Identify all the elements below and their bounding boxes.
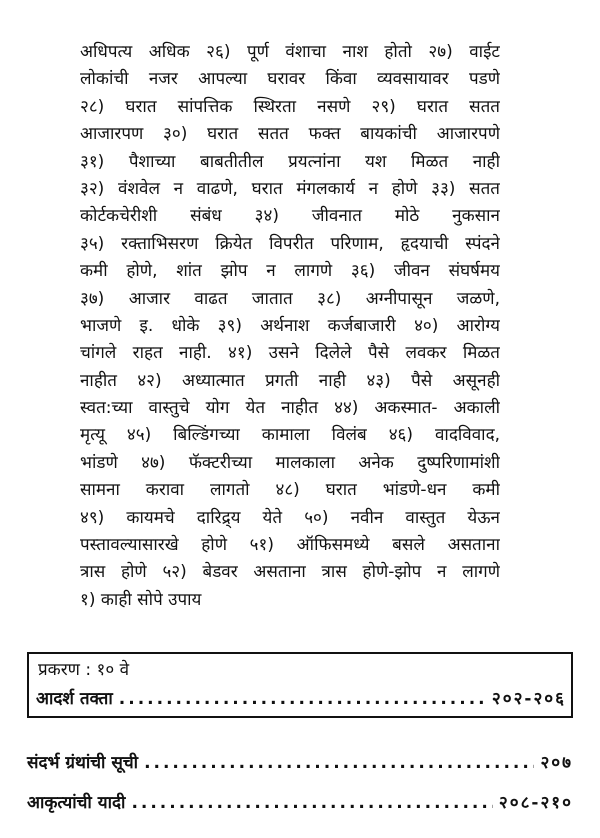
dot-leader (119, 686, 486, 712)
paragraph-line: १) काही सोपे उपाय (80, 589, 202, 610)
paragraph-block (80, 39, 500, 614)
toc-entry-figures (27, 790, 573, 816)
paragraph-line: सामना करावा लागतो ४८) घरात भांडणे-धन कमी (80, 480, 500, 501)
toc-entry-title: आदर्श तक्ता (36, 689, 113, 709)
toc-entry-title: आकृत्यांची यादी (27, 793, 126, 813)
paragraph-line: ३७) आजार वाढत जातात ३८) अग्नीपासून जळणे, (80, 288, 500, 309)
paragraph-line: कोर्टकचेरीशी संबंध ३४) जीवनात मोठे नुकसान (80, 206, 500, 227)
paragraph-line: आजारपण ३०) घरात सतत फक्त बायकांची आजारपणे (80, 124, 500, 145)
paragraph-line: पस्तावल्यासारखे होणे ५१) ऑफिसमध्ये बसले असताना (80, 535, 500, 556)
paragraph-line: अधिपत्य अधिक २६) पूर्ण वंशाचा नाश होतो २७) वाईट (80, 42, 500, 62)
paragraph-line: भांडणे ४७) फॅक्टरीच्या मालकाला अनेक दुष्परिणामांशी (80, 452, 500, 473)
paragraph-line: कमी होणे, शांत झोप न लागणे ३६) जीवन संघर्षमय (80, 261, 500, 282)
paragraph-line: लोकांची नजर आपल्या घरावर किंवा व्यवसायावर पडणे (80, 69, 500, 90)
dot-leader (144, 750, 534, 776)
paragraph-line: ४९) कायमचे दारिद्र्य येते ५०) नवीन वास्तुत येऊन (80, 507, 500, 528)
toc-entry-pages: २०२-२०६ (491, 689, 566, 709)
toc-entry-references (27, 750, 573, 776)
paragraph-line: त्रास होणे ५२) बेडवर असताना त्रास होणे-झोप न लागणे (80, 562, 500, 583)
toc-entry-chapter-10 (36, 686, 566, 712)
toc-entry-pages: २०८-२१० (498, 793, 573, 813)
paragraph-line: ३१) पैशाच्या बाबतीतील प्रयत्नांना यश मिळत नाही (80, 151, 500, 172)
toc-entry-pages: २०७ (540, 753, 573, 773)
paragraph-line: भाजणे इ. धोके ३९) अर्थनाश कर्जबाजारी ४०) आरोग्य (80, 315, 500, 336)
chapter-label: प्रकरण : १० वे (38, 660, 130, 680)
paragraph-line: ३५) रक्ताभिसरण क्रियेत विपरीत परिणाम, हृदयाची स्पंदने (80, 233, 500, 254)
paragraph-line: चांगले राहत नाही. ४१) उसने दिलेले पैसे लवकर मिळत (80, 343, 500, 364)
toc-entry-title: संदर्भ ग्रंथांची सूची (27, 753, 139, 773)
paragraph-line: ३२) वंशवेल न वाढणे, घरात मंगलकार्य न होणे ३३) सतत (80, 178, 500, 199)
dot-leader (131, 790, 492, 816)
paragraph-line: नाहीत ४२) अध्यात्मात प्रगती नाही ४३) पैसे असूनही (80, 370, 500, 391)
paragraph-line: मृत्यू ४५) बिल्डिंगच्या कामाला विलंब ४६) वादविवाद, (80, 425, 500, 446)
paragraph-line: २८) घरात सांपत्तिक स्थिरता नसणे २९) घरात सतत (80, 96, 500, 117)
paragraph-line: स्वत:च्या वास्तुचे योग येत नाहीत ४४) अकस्मात- अकाली (80, 398, 500, 419)
